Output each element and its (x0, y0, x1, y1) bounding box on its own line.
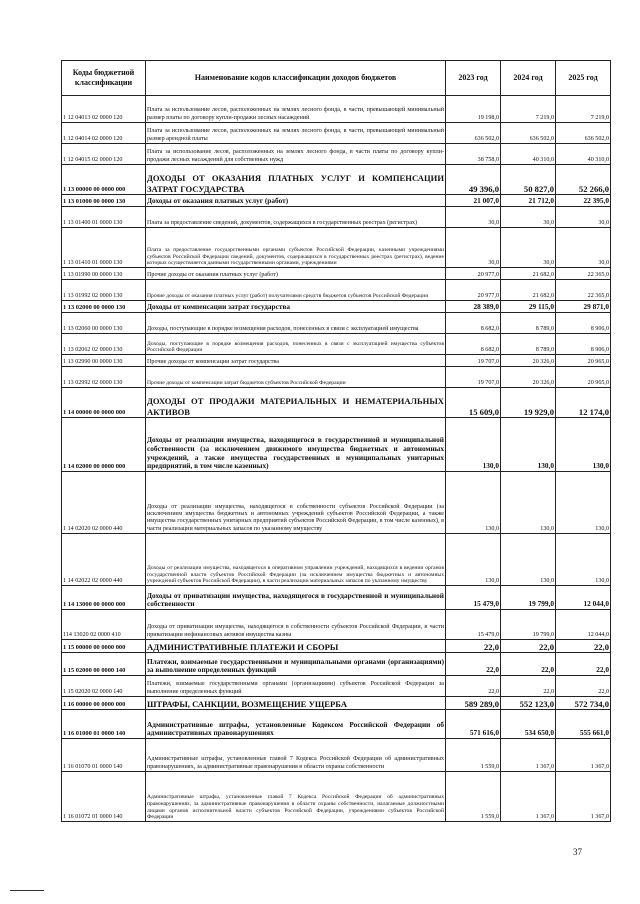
row-value-2025: 12 044,0 (556, 610, 611, 640)
table-row (62, 165, 611, 195)
row-value-2024: 534 650,0 (501, 710, 556, 739)
row-name: Доходы, поступающие в порядке возмещения расходов, понесенных в связи с эксплуатацией имущества субъектов Российской Федерации (146, 334, 446, 355)
table-row (62, 388, 611, 418)
row-value-2024: 130,0 (501, 418, 556, 472)
row-value-2023: 22,0 (446, 640, 501, 653)
row-value-2024: 8 789,0 (501, 313, 556, 334)
row-value-2025: 636 502,0 (556, 123, 611, 144)
row-value-2025: 22 395,0 (556, 195, 611, 207)
row-value-2023: 22,0 (446, 653, 501, 676)
row-value-2025: 52 266,0 (556, 165, 611, 195)
row-name: ДОХОДЫ ОТ ОКАЗАНИЯ ПЛАТНЫХ УСЛУГ И КОМПЕНСАЦИИ ЗАТРАТ ГОСУДАРСТВА (146, 165, 446, 195)
row-value-2025: 1 367,0 (556, 739, 611, 772)
row-value-2025: 130,0 (556, 534, 611, 586)
row-name: Плата за предоставление государственными органами субъектов Российской Федерации, казенными учреждениями субъектов Российской Федерации сведений, документов, содержащихся в государственных реестрах (регистрах), ведение которых осуществляется данными государственными органами, учреждениями (146, 228, 446, 268)
row-value-2023: 19 707,0 (446, 355, 501, 367)
row-code: 1 15 02020 02 0000 140 (62, 676, 146, 697)
row-value-2023: 20 977,0 (446, 280, 501, 301)
row-value-2023: 19 707,0 (446, 367, 501, 388)
row-value-2023: 19 198,0 (446, 96, 501, 123)
table-row (62, 676, 611, 697)
row-name: Плата за предоставление сведений, документов, содержащихся в государственных реестрах (регистрах) (146, 207, 446, 228)
row-value-2025: 8 906,0 (556, 313, 611, 334)
row-value-2024: 1 367,0 (501, 739, 556, 772)
row-value-2023: 15 479,0 (446, 586, 501, 610)
row-value-2024: 22,0 (501, 653, 556, 676)
table-row (62, 301, 611, 313)
row-value-2023: 30,0 (446, 228, 501, 268)
row-value-2025: 130,0 (556, 418, 611, 472)
row-value-2025: 22,0 (556, 676, 611, 697)
row-code: 1 13 01400 01 0000 130 (62, 207, 146, 228)
table-row (62, 96, 611, 123)
row-name: Административные штрафы, установленные главой 7 Кодекса Российской Федерации об административных правонарушениях, за административные правонарушения в области охраны собственности, налагаемые должностными лицами органов исполнительной власти субъектов Российской Федерации, учреждениями субъектов Российской Федерации (146, 772, 446, 822)
row-value-2025: 12 174,0 (556, 388, 611, 418)
row-code: 1 14 13000 00 0000 000 (62, 586, 146, 610)
row-value-2024: 21 712,0 (501, 195, 556, 207)
table-row (62, 472, 611, 534)
row-name: Платежи, взимаемые государственными органами (организациями) субъектов Российской Федерации за выполнение определенных функций (146, 676, 446, 697)
row-value-2025: 22 365,0 (556, 280, 611, 301)
row-value-2024: 50 827,0 (501, 165, 556, 195)
row-value-2023: 130,0 (446, 418, 501, 472)
row-value-2025: 30,0 (556, 228, 611, 268)
row-code: 1 14 02000 00 0000 000 (62, 418, 146, 472)
row-value-2023: 38 758,0 (446, 144, 501, 165)
row-code: 114 13020 02 0000 410 (62, 610, 146, 640)
row-name: ШТРАФЫ, САНКЦИИ, ВОЗМЕЩЕНИЕ УЩЕРБА (146, 697, 446, 710)
row-value-2023: 8 682,0 (446, 334, 501, 355)
row-value-2023: 20 977,0 (446, 268, 501, 280)
row-code: 1 16 01072 01 0000 140 (62, 772, 146, 822)
table-row (62, 697, 611, 710)
table-row (62, 207, 611, 228)
row-name: Доходы от реализации имущества, находящегося в собственности субъектов Российской Федерации (за исключением имущества бюджетных и автономных учреждений субъектов Российской Федерации, а также имущества государственных унитарных предприятий субъектов Российской Федерации, в том числе казенных), в части реализации материальных запасов по указанному имуществу (146, 472, 446, 534)
row-name: Прочие доходы от оказания платных услуг (работ) (146, 268, 446, 280)
table-row (62, 534, 611, 586)
row-value-2023: 571 616,0 (446, 710, 501, 739)
row-value-2024: 21 682,0 (501, 268, 556, 280)
row-value-2024: 21 682,0 (501, 280, 556, 301)
row-value-2024: 30,0 (501, 207, 556, 228)
table-row (62, 653, 611, 676)
row-value-2023: 28 389,0 (446, 301, 501, 313)
row-name: Прочие доходы от компенсации затрат государства (146, 355, 446, 367)
row-value-2023: 636 502,0 (446, 123, 501, 144)
row-code: 1 14 00000 00 0000 000 (62, 388, 146, 418)
row-value-2023: 22,0 (446, 676, 501, 697)
row-code: 1 12 04015 02 0000 120 (62, 144, 146, 165)
table-row (62, 334, 611, 355)
row-value-2024: 40 310,0 (501, 144, 556, 165)
row-name: Доходы от приватизации имущества, находящегося в собственности субъектов Российской Федерации, в части приватизации нефинансовых активов имущества казны (146, 610, 446, 640)
header-2023: 2023 год (446, 61, 501, 96)
row-code: 1 13 00000 00 0000 000 (62, 165, 146, 195)
row-name: Доходы от реализации имущества, находящегося в государственной и муниципальной собственности (за исключением движимого имущества бюджетных и автономных учреждений, а также имущества государственных и муниципальных унитарных предприятий, в том числе казенных) (146, 418, 446, 472)
table-row (62, 280, 611, 301)
row-value-2025: 22,0 (556, 653, 611, 676)
table-row (62, 640, 611, 653)
table-row (62, 418, 611, 472)
header-2024: 2024 год (501, 61, 556, 96)
row-name: Платежи, взимаемые государственными и муниципальными органами (организациями) за выполнение определенных функций (146, 653, 446, 676)
row-name: Административные штрафы, установленные главой 7 Кодекса Российской Федерации об административных правонарушениях, за административные правонарушения в области охраны собственности (146, 739, 446, 772)
row-value-2025: 20 965,0 (556, 355, 611, 367)
row-code: 1 12 04013 02 0000 120 (62, 96, 146, 123)
row-code: 1 16 01070 01 0000 140 (62, 739, 146, 772)
row-code: 1 13 02000 00 0000 130 (62, 301, 146, 313)
row-value-2023: 130,0 (446, 472, 501, 534)
table-row (62, 144, 611, 165)
row-name: Прочие доходы от компенсации затрат бюджетов субъектов Российской Федерации (146, 367, 446, 388)
table-row (62, 586, 611, 610)
row-value-2023: 589 289,0 (446, 697, 501, 710)
row-value-2024: 1 367,0 (501, 772, 556, 822)
row-name: АДМИНИСТРАТИВНЫЕ ПЛАТЕЖИ И СБОРЫ (146, 640, 446, 653)
row-code: 1 13 01990 00 0000 130 (62, 268, 146, 280)
row-code: 1 15 02000 00 0000 140 (62, 653, 146, 676)
row-value-2025: 7 219,0 (556, 96, 611, 123)
row-value-2023: 1 559,0 (446, 772, 501, 822)
table-row (62, 355, 611, 367)
row-value-2025: 8 906,0 (556, 334, 611, 355)
row-code: 1 16 01000 01 0000 140 (62, 710, 146, 739)
row-code: 1 14 02020 02 0000 440 (62, 472, 146, 534)
row-value-2025: 20 965,0 (556, 367, 611, 388)
table-row (62, 610, 611, 640)
row-code: 1 13 01000 00 0000 130 (62, 195, 146, 207)
row-value-2024: 29 115,0 (501, 301, 556, 313)
row-value-2025: 1 367,0 (556, 772, 611, 822)
row-name: Прочие доходы от оказания платных услуг (работ) получателями средств бюджетов субъектов Российской Федерации (146, 280, 446, 301)
row-code: 1 16 00000 00 0000 000 (62, 697, 146, 710)
row-value-2024: 7 219,0 (501, 96, 556, 123)
row-code: 1 13 02060 00 0000 130 (62, 313, 146, 334)
row-value-2023: 8 682,0 (446, 313, 501, 334)
row-value-2023: 15 609,0 (446, 388, 501, 418)
row-name: Доходы от реализации имущества, находящегося в оперативном управлении учреждений, находящихся в ведении органов государственной власти субъектов Российской Федерации (за исключением имущества бюджетных и автономных учреждений субъектов Российской Федерации), в части реализации материальных запасов по указанному имуществу (146, 534, 446, 586)
revenue-codes-table (61, 60, 611, 822)
table-row (62, 228, 611, 268)
table-header-row (62, 61, 611, 96)
row-code: 1 15 00000 00 0000 000 (62, 640, 146, 653)
row-value-2024: 130,0 (501, 472, 556, 534)
row-name: Плата за использование лесов, расположенных на землях лесного фонда, в части, превышающей минимальный размер арендной платы (146, 123, 446, 144)
table-row (62, 123, 611, 144)
row-value-2024: 22,0 (501, 640, 556, 653)
row-value-2024: 19 799,0 (501, 610, 556, 640)
row-value-2024: 22,0 (501, 676, 556, 697)
row-value-2024: 30,0 (501, 228, 556, 268)
row-value-2023: 21 007,0 (446, 195, 501, 207)
header-name: Наименование кодов классификации доходов бюджетов (146, 61, 446, 96)
row-code: 1 14 02022 02 0000 440 (62, 534, 146, 586)
row-value-2024: 20 326,0 (501, 367, 556, 388)
header-2025: 2025 год (556, 61, 611, 96)
row-value-2023: 1 559,0 (446, 739, 501, 772)
row-code: 1 12 04014 02 0000 120 (62, 123, 146, 144)
row-value-2025: 555 661,0 (556, 710, 611, 739)
row-name: Доходы, поступающие в порядке возмещения расходов, понесенных в связи с эксплуатацией имущества (146, 313, 446, 334)
row-name: Доходы от приватизации имущества, находящегося в государственной и муниципальной собственности (146, 586, 446, 610)
page-number: 37 (573, 847, 582, 857)
row-value-2025: 572 734,0 (556, 697, 611, 710)
table-row (62, 195, 611, 207)
row-value-2025: 29 871,0 (556, 301, 611, 313)
table-row (62, 367, 611, 388)
row-name: Плата за использование лесов, расположенных на землях лесного фонда, в части, превышающей минимальный размер платы по договору купли-продажи лесных насаждений (146, 96, 446, 123)
footer-divider (10, 890, 44, 891)
row-code: 1 13 02990 00 0000 130 (62, 355, 146, 367)
row-code: 1 13 02062 02 0000 130 (62, 334, 146, 355)
row-name: Плата за использование лесов, расположенных на землях лесного фонда, в части платы по договору купли-продажи лесных насаждений для собственных нужд (146, 144, 446, 165)
table-row (62, 710, 611, 739)
row-value-2025: 22 365,0 (556, 268, 611, 280)
row-name: Доходы от компенсации затрат государства (146, 301, 446, 313)
row-value-2024: 20 326,0 (501, 355, 556, 367)
header-code: Коды бюджетной классификации (62, 61, 146, 96)
row-value-2024: 552 123,0 (501, 697, 556, 710)
row-value-2024: 8 789,0 (501, 334, 556, 355)
row-value-2023: 15 479,0 (446, 610, 501, 640)
row-code: 1 13 01410 01 0000 130 (62, 228, 146, 268)
table-row (62, 268, 611, 280)
row-value-2025: 30,0 (556, 207, 611, 228)
table-row (62, 772, 611, 822)
row-value-2025: 40 310,0 (556, 144, 611, 165)
row-value-2025: 12 044,0 (556, 586, 611, 610)
row-name: Административные штрафы, установленные Кодексом Российской Федерации об административных правонарушениях (146, 710, 446, 739)
row-code: 1 13 01992 02 0000 130 (62, 280, 146, 301)
row-value-2023: 30,0 (446, 207, 501, 228)
row-value-2024: 636 502,0 (501, 123, 556, 144)
row-name: ДОХОДЫ ОТ ПРОДАЖИ МАТЕРИАЛЬНЫХ И НЕМАТЕРИАЛЬНЫХ АКТИВОВ (146, 388, 446, 418)
row-value-2025: 130,0 (556, 472, 611, 534)
table-row (62, 739, 611, 772)
row-value-2024: 19 929,0 (501, 388, 556, 418)
table-row (62, 313, 611, 334)
row-value-2023: 49 396,0 (446, 165, 501, 195)
row-value-2023: 130,0 (446, 534, 501, 586)
row-name: Доходы от оказания платных услуг (работ) (146, 195, 446, 207)
row-value-2024: 130,0 (501, 534, 556, 586)
row-value-2024: 19 799,0 (501, 586, 556, 610)
row-value-2025: 22,0 (556, 640, 611, 653)
row-code: 1 13 02992 02 0000 130 (62, 367, 146, 388)
